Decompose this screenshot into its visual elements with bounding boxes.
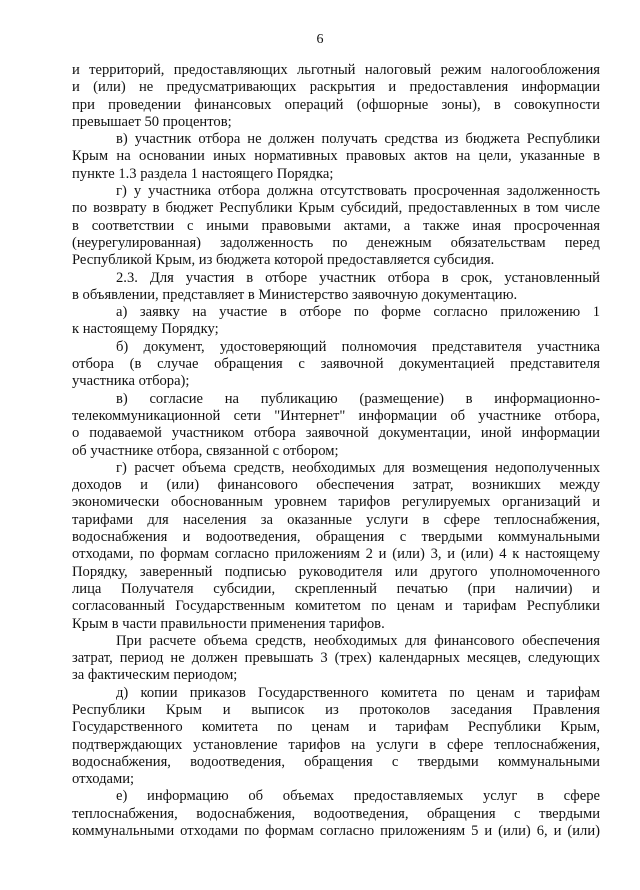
text-line: е) информацию об объемах предоставляемых услуг в сфере bbox=[116, 788, 600, 805]
text-line: за фактическим периодом; bbox=[72, 667, 238, 684]
text-line: 2.3. Для участия в отборе участник отбора в срок, установленный bbox=[116, 269, 600, 286]
text-line: теплоснабжения, водоснабжения, водоотведения, обращения с твердыми bbox=[72, 805, 600, 822]
text-line: при проведении финансовых операций (офшорные зоны), в совокупности bbox=[72, 96, 600, 113]
text-line: о подаваемой участником отбора заявочной документации, иной информации bbox=[72, 425, 600, 442]
text-line: доходов и (или) финансового обеспечения затрат, возникших между bbox=[72, 477, 600, 494]
text-line: Крым на основании иных нормативных правовых актов на цели, указанные в bbox=[72, 148, 600, 165]
text-line: в соответствии с иными правовыми актами, а также иная просроченная bbox=[72, 217, 600, 234]
text-line: в объявлении, представляет в Министерство заявочную документацию. bbox=[72, 286, 518, 303]
text-line: водоснабжения, водоотведения, обращения с твердыми коммунальными bbox=[72, 753, 600, 770]
document-body bbox=[72, 62, 600, 840]
text-line: г) у участника отбора должна отсутствовать просроченная задолженность bbox=[116, 183, 600, 200]
text-line: отходами; bbox=[72, 771, 135, 788]
text-line: д) копии приказов Государственного комитета по ценам и тарифам bbox=[116, 684, 600, 701]
text-line: подтверждающих установление тарифов на услуги в сфере теплоснабжения, bbox=[72, 736, 600, 753]
text-line: и территорий, предоставляющих льготный налоговый режим налогообложения bbox=[72, 62, 600, 78]
text-line: телекоммуникационной сети "Интернет" информации об участнике отбора, bbox=[72, 407, 600, 424]
text-line: к настоящему Порядку; bbox=[72, 321, 219, 338]
text-line: отходами, по формам согласно приложениям 2 и (или) 3, и (или) 4 к настоящему bbox=[72, 546, 600, 563]
text-line: г) расчет объема средств, необходимых для возмещения недополученных bbox=[116, 459, 600, 476]
text-line: пункте 1.3 раздела 1 настоящего Порядка; bbox=[72, 165, 334, 182]
text-line: а) заявку на участие в отборе по форме согласно приложению 1 bbox=[116, 304, 600, 321]
text-line: и (или) не предусматривающих раскрытия и предоставления информации bbox=[72, 79, 600, 96]
text-line: в) участник отбора не должен получать средства из бюджета Республики bbox=[116, 131, 600, 148]
text-line: Государственного комитета по ценам и тарифам Республики Крым, bbox=[72, 719, 600, 736]
text-line: тарифами для населения за оказанные услуги в сфере теплоснабжения, bbox=[72, 511, 600, 528]
text-line: коммунальными отходами по формам согласно приложениям 5 и (или) 6, и (или) bbox=[72, 823, 600, 840]
text-line: затрат, период не должен превышать 3 (трех) календарных месяцев, следующих bbox=[72, 650, 600, 667]
text-line: в) согласие на публикацию (размещение) в информационно- bbox=[116, 390, 600, 407]
text-line: лица Получателя субсидии, скрепленный печатью (при наличии) и bbox=[72, 580, 600, 597]
text-line: согласованный Государственным комитетом по ценам и тарифам Республики bbox=[72, 598, 600, 615]
text-line: отбора (в случае обращения с заявочной документацией представителя bbox=[72, 356, 600, 373]
text-line: водоснабжения и водоотведения, обращения с твердыми коммунальными bbox=[72, 529, 600, 546]
text-line: по возврату в бюджет Республики Крым субсидий, предоставленных в том числе bbox=[72, 200, 600, 217]
text-line: Республики Крым и выписок из протоколов заседания Правления bbox=[72, 701, 600, 718]
text-line: (неурегулированная) задолженность по денежным обязательствам перед bbox=[72, 234, 600, 251]
text-line: превышает 50 процентов; bbox=[72, 113, 232, 130]
text-line: При расчете объема средств, необходимых для финансового обеспечения bbox=[116, 632, 600, 649]
text-line: б) документ, удостоверяющий полномочия представителя участника bbox=[116, 338, 600, 355]
text-line: Порядку, заверенный подписью руководителя или другого уполномоченного bbox=[72, 563, 600, 580]
text-line: об участнике отбора, связанной с отбором; bbox=[72, 442, 339, 459]
text-line: экономически обоснованным уровнем тарифов регулируемых организаций и bbox=[72, 494, 600, 511]
text-line: Республикой Крым, из бюджета которой предоставляется субсидия. bbox=[72, 252, 495, 269]
page-number: 6 bbox=[316, 32, 324, 47]
text-line: Крым в части правильности применения тарифов. bbox=[72, 615, 385, 632]
text-line: участника отбора); bbox=[72, 373, 190, 390]
